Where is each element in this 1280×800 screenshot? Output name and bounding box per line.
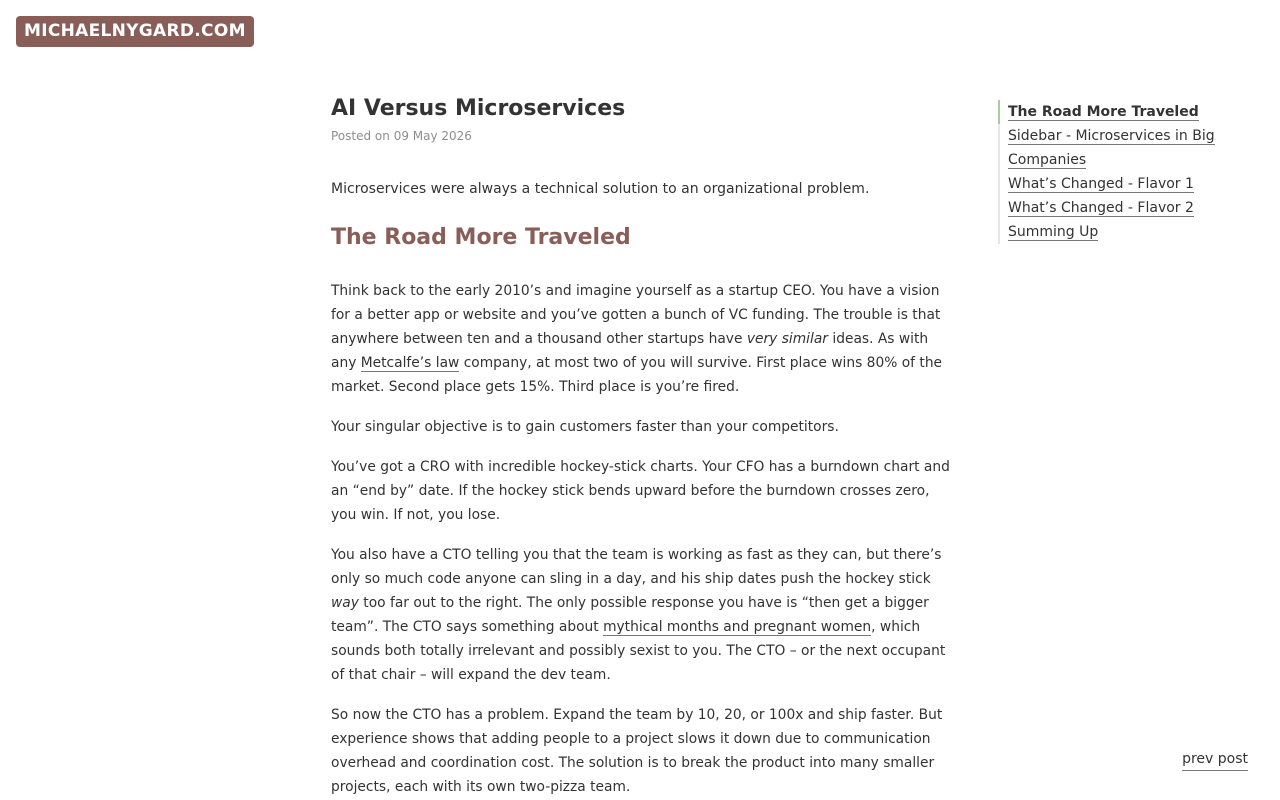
emphasis-text: very similar [746, 331, 828, 347]
table-of-contents [998, 100, 1240, 244]
paragraph-text: company, at most two of you will survive. First place wins 80% of the market. Second place gets 15%. Third place is you’re fired. [331, 355, 943, 395]
toc-link-summing-up[interactable]: Summing Up [1008, 224, 1099, 240]
metcalfes-law-link[interactable]: Metcalfe’s law [360, 355, 460, 371]
post-content [331, 94, 951, 799]
posted-prefix: Posted on [331, 129, 394, 143]
paragraph-startup-ceo [331, 279, 951, 399]
paragraph-hockey-stick: You’ve got a CRO with incredible hockey-stick charts. Your CFO has a burndown chart and an “end by” date. If the hockey stick bends upward before the burndown crosses zero, you win. If not, you lose. [331, 459, 950, 523]
paragraph-text: , which sounds both totally irrelevant and possibly sexist to you. The CTO – or the next occupant of that chair – will expand the dev team. [331, 619, 946, 683]
toc-link-flavor-1[interactable]: What’s Changed - Flavor 1 [1008, 176, 1194, 192]
toc-item [1008, 172, 1240, 196]
paragraph-singular-objective: Your singular objective is to gain customers faster than your competitors. [331, 419, 839, 435]
site-logo-link[interactable]: MICHAELNYGARD.COM [16, 16, 254, 47]
post-date [331, 127, 951, 145]
post-date-value: 09 May 2026 [393, 129, 472, 143]
toc-list [1008, 100, 1240, 244]
section-heading-road-more-traveled: The Road More Traveled [331, 225, 631, 250]
paragraph-text: Think back to the early 2010’s and imagine yourself as a startup CEO. You have a vision for a better app or website and you’ve gotten a bunch of VC funding. The trouble is that anywhere between ten and a thousand other startups have [331, 283, 941, 347]
post-lede: Microservices were always a technical solution to an organizational problem. [331, 181, 870, 197]
toc-active-marker [998, 100, 1000, 124]
paragraph-cto-problem: So now the CTO has a problem. Expand the team by 10, 20, or 100x and ship faster. But experience shows that adding people to a project slows it down due to communication overhead and coordination cost. The solution is to break the product into many smaller projects, each with its own two-pizza team. [331, 707, 943, 795]
paragraph-cto [331, 543, 951, 687]
toc-link-flavor-2[interactable]: What’s Changed - Flavor 2 [1008, 200, 1194, 216]
toc-item [1008, 196, 1240, 220]
paragraph-text: too far out to the right. The only possible response you have is “then get a bigger team”. The CTO says something about [331, 595, 929, 635]
mythical-months-link[interactable]: mythical months and pregnant women [603, 619, 872, 635]
toc-link-sidebar-microservices[interactable]: Sidebar - Microservices in Big Companies [1008, 128, 1215, 168]
paragraph-text: ideas. As with any [331, 331, 929, 371]
toc-item [1008, 100, 1240, 124]
prev-post-link[interactable]: prev post [1182, 748, 1248, 771]
paragraph-text: You also have a CTO telling you that the team is working as fast as they can, but there’s only so much code anyone can sling in a day, and his ship dates push the hockey stick [331, 547, 942, 587]
toc-link-road-more-traveled[interactable]: The Road More Traveled [1008, 104, 1199, 120]
emphasis-text: way [331, 595, 359, 611]
toc-item [1008, 220, 1240, 244]
post-title: AI Versus Microservices [331, 96, 626, 121]
toc-item [1008, 124, 1240, 172]
